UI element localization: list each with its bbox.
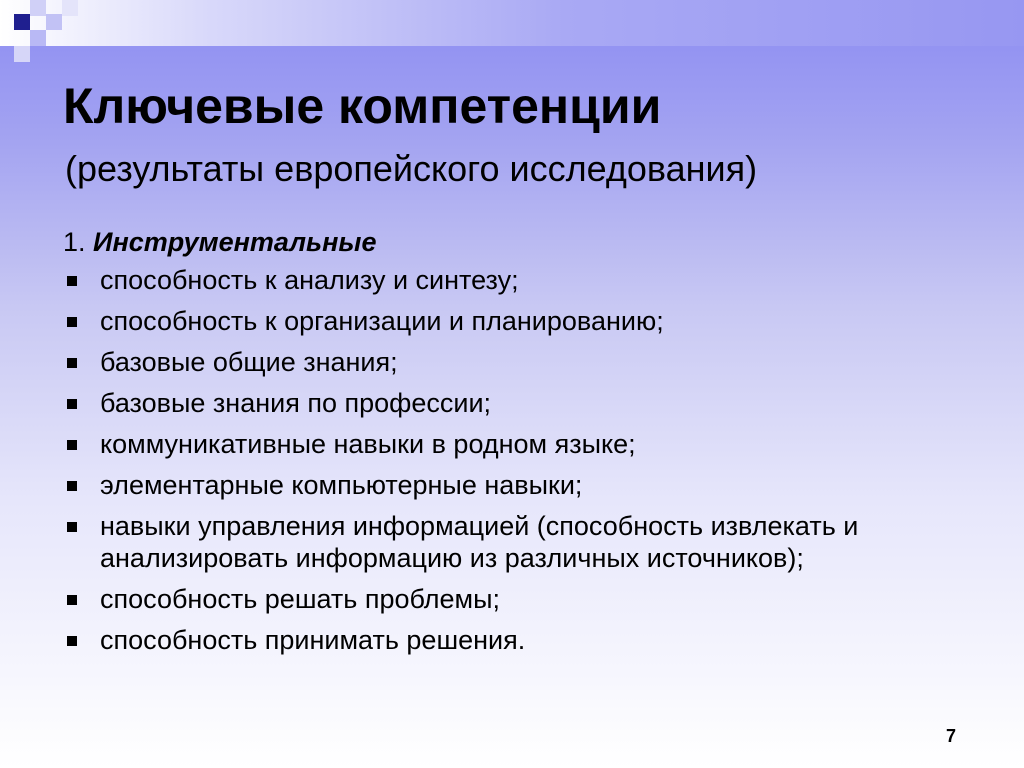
list-item: [60, 428, 980, 460]
square-bullet-icon: [67, 595, 77, 605]
section-number: 1.: [63, 227, 86, 257]
logo-square-light: [62, 0, 78, 16]
section-heading: [63, 222, 376, 262]
logo-square-dark: [14, 14, 30, 30]
list-item: [60, 469, 980, 501]
square-bullet-icon: [67, 399, 77, 409]
slide-subtitle: (результаты европейского исследования): [65, 148, 758, 189]
logo-square-light: [14, 46, 30, 62]
list-item: [60, 387, 980, 419]
list-item-text: навыки управления информацией (способность извлекать и анализировать информацию из различных источников);: [100, 511, 859, 573]
list-item: [60, 510, 980, 574]
list-item-text: способность принимать решения.: [100, 625, 526, 655]
square-bullet-icon: [67, 358, 77, 368]
square-bullet-icon: [67, 636, 77, 646]
square-bullet-icon: [67, 317, 77, 327]
list-item-text: способность решать проблемы;: [100, 584, 500, 614]
list-item-text: способность к анализу и синтезу;: [100, 265, 519, 295]
logo-square-light: [46, 14, 62, 30]
list-item-text: базовые общие знания;: [100, 347, 398, 377]
list-item: [60, 346, 980, 378]
logo-square-light: [30, 0, 46, 16]
page-number: 7: [946, 726, 957, 746]
list-item-text: способность к организации и планированию;: [100, 306, 664, 336]
list-item-text: коммуникативные навыки в родном языке;: [100, 429, 636, 459]
list-item: [60, 264, 980, 296]
logo-square-light: [30, 30, 46, 46]
square-bullet-icon: [67, 481, 77, 491]
slide-title: Ключевые компетенции: [63, 78, 662, 134]
square-bullet-icon: [67, 440, 77, 450]
section-name: Инструментальные: [93, 227, 377, 257]
square-bullet-icon: [67, 522, 77, 532]
header-band: [0, 0, 1024, 46]
list-item-text: элементарные компьютерные навыки;: [100, 470, 583, 500]
square-bullet-icon: [67, 276, 77, 286]
corner-square-mosaic: [0, 0, 80, 64]
competency-list: [60, 264, 980, 665]
list-item: [60, 305, 980, 337]
list-item: [60, 624, 980, 656]
list-item: [60, 583, 980, 615]
list-item-text: базовые знания по профессии;: [100, 388, 492, 418]
